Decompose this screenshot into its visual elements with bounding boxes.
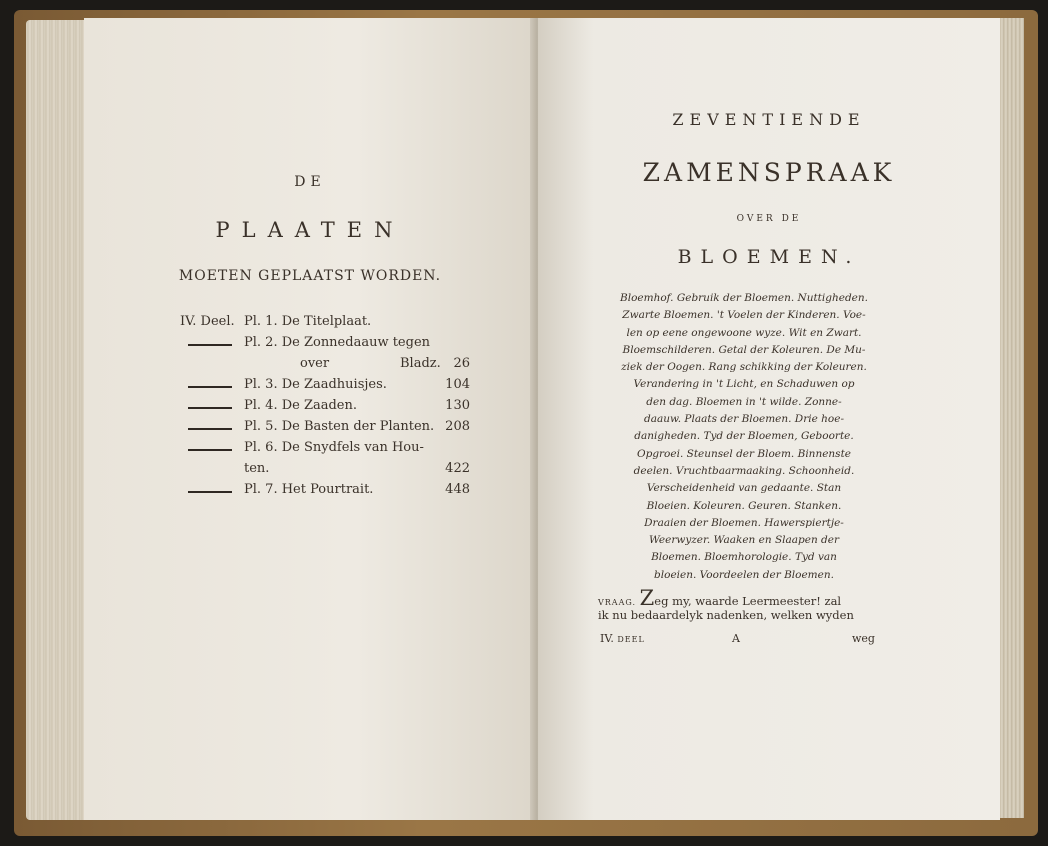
summary-line: Verscheidenheid van gedaante. Stan <box>646 482 842 495</box>
page-number: 26 <box>453 356 470 371</box>
plate-label: Pl. 7. Het Pourtrait. <box>244 482 374 497</box>
dash-rule <box>188 449 232 451</box>
plate-label: Pl. 3. De Zaadhuisjes. <box>244 377 387 392</box>
dash-rule <box>188 344 232 346</box>
list-item <box>180 482 470 503</box>
summary-line: deelen. Vruchtbaarmaaking. Schoonheid. <box>633 464 855 477</box>
page-number: 448 <box>445 482 470 497</box>
volume-label: DEEL <box>617 635 645 644</box>
list-item <box>180 398 470 419</box>
list-item <box>180 419 470 440</box>
title-bloemen: BLOEMEN. <box>677 246 861 268</box>
summary-line: len op eene ongewoone wyze. Wit en Zwart. <box>626 326 862 339</box>
footer-volume <box>600 632 645 645</box>
dash-rule <box>188 491 232 493</box>
plate-label: Pl. 5. De Basten der Planten. <box>244 419 435 434</box>
chapter-summary <box>594 290 894 584</box>
vraag-text: eg my, waarde Leermeester! zal <box>654 594 842 608</box>
list-item <box>180 356 470 377</box>
body-line: ik nu bedaardelyk nadenken, welken wyden <box>598 608 854 622</box>
page-number: 422 <box>445 461 470 476</box>
list-item <box>180 461 470 482</box>
summary-line: ziek der Oogen. Rang schikking der Koleuren. <box>621 361 867 374</box>
title-plaaten: PLAATEN <box>215 218 405 242</box>
summary-line: Verandering in 't Licht, en Schaduwen op <box>633 378 855 391</box>
signature-mark: A <box>732 632 740 645</box>
dash-rule <box>188 407 232 409</box>
vraag-paragraph-start <box>598 586 841 610</box>
plate-label: Pl. 1. De Titelplaat. <box>244 314 372 329</box>
summary-line: bloeien. Voordeelen der Bloemen. <box>654 568 834 581</box>
bladz-label: Bladz. <box>400 356 441 371</box>
summary-line: Draaien der Bloemen. Hawerspiertje- <box>644 516 844 529</box>
volume-number: IV. <box>600 632 614 645</box>
right-page <box>538 18 1000 820</box>
title-zamenspraak: ZAMENSPRAAK <box>642 158 896 187</box>
plate-label: Pl. 6. De Snydfels van Hou- <box>244 440 424 455</box>
vraag-label: VRAAG. <box>598 598 637 607</box>
page-edges-right <box>996 18 1024 818</box>
summary-line: Weerwyzer. Waaken en Slaapen der <box>648 534 840 547</box>
plate-list <box>180 314 470 503</box>
summary-line: den dag. Bloemen in 't wilde. Zonne- <box>646 395 842 408</box>
summary-line: Bloemschilderen. Getal der Koleuren. De Mu- <box>622 343 866 356</box>
summary-line: Bloeien. Koleuren. Geuren. Stanken. <box>646 499 842 512</box>
plate-label: Pl. 4. De Zaaden. <box>244 398 358 413</box>
page-number: 130 <box>445 398 470 413</box>
summary-line: Opgroei. Steunsel der Bloem. Binnenste <box>636 447 852 460</box>
continuation-text: ten. <box>244 461 270 476</box>
title-de: DE <box>294 174 326 190</box>
page-number: 104 <box>445 377 470 392</box>
title-over-de: OVER DE <box>736 214 802 224</box>
drop-initial: Z <box>639 586 655 610</box>
list-item <box>180 335 470 356</box>
page-edges-left <box>26 20 88 820</box>
title-zeventiende: ZEVENTIENDE <box>672 110 866 129</box>
left-page <box>84 18 536 820</box>
volume-prefix: IV. Deel. <box>180 314 235 329</box>
summary-line: danigheden. Tyd der Bloemen, Geboorte. <box>634 430 854 443</box>
summary-line: daauw. Plaats der Bloemen. Drie hoe- <box>643 413 844 426</box>
list-item <box>180 377 470 398</box>
list-item <box>180 440 470 461</box>
dash-rule <box>188 386 232 388</box>
plate-label: Pl. 2. De Zonnedaauw tegen <box>244 335 431 350</box>
list-item <box>180 314 470 335</box>
dash-rule <box>188 428 232 430</box>
page-number: 208 <box>445 419 470 434</box>
summary-line: Zwarte Bloemen. 't Voelen der Kinderen. Voe- <box>622 309 866 322</box>
title-moeten: MOETEN GEPLAATST WORDEN. <box>178 268 442 284</box>
summary-line: Bloemen. Bloemhorologie. Tyd van <box>651 551 837 564</box>
continuation-text: over <box>300 356 330 371</box>
catchword: weg <box>852 632 875 645</box>
summary-line: Bloemhof. Gebruik der Bloemen. Nuttigheden. <box>620 292 868 304</box>
